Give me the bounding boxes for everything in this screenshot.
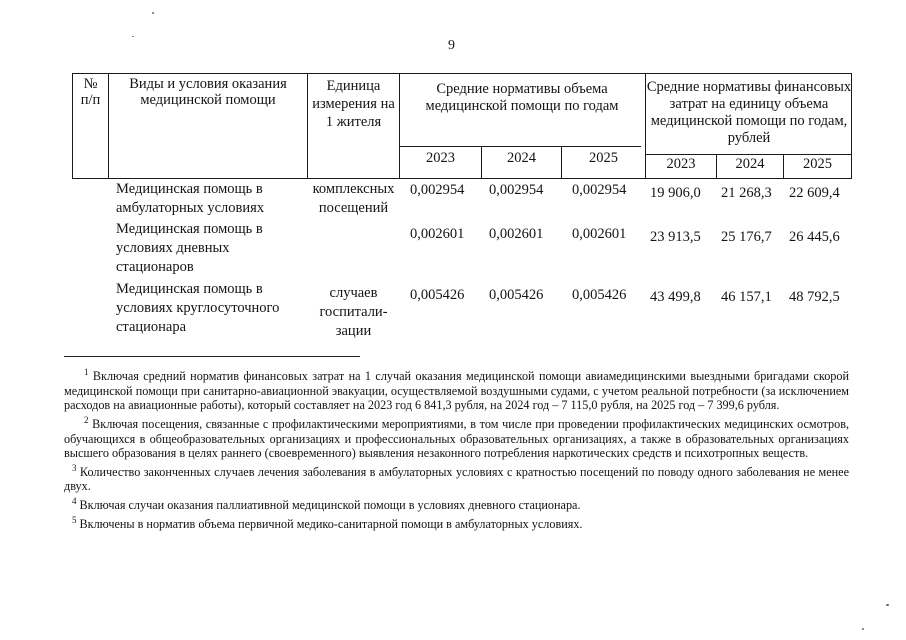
col-divider-1 — [108, 73, 109, 179]
row-3-cost-2025: 48 792,5 — [789, 289, 840, 305]
row-3-type: Медицинская помощь в условиях круглосуточного стационара — [116, 281, 280, 335]
footnote-4-text: Включая случаи оказания паллиативной медицинской помощи в условиях дневного стационара. — [79, 498, 581, 512]
table-border-top — [72, 73, 852, 74]
row-1-cost-2025: 22 609,4 — [789, 185, 840, 201]
footnote-rule — [64, 356, 360, 357]
row-1-cost-2023: 19 906,0 — [650, 185, 701, 201]
row-2-cost-2023: 23 913,5 — [650, 229, 701, 245]
footnote-4-mark: 4 — [72, 495, 77, 506]
row-1-volume-2025: 0,002954 — [572, 182, 627, 198]
header-year-finance-2023: 2023 — [666, 156, 696, 172]
row-3-cost-2024: 46 157,1 — [721, 289, 772, 305]
header-year-volume-2024: 2024 — [507, 150, 536, 166]
footnote-5-text: Включены в норматив объема первичной медико-санитарной помощи в амбулаторных условиях. — [79, 516, 583, 531]
row-2-type: Медицинская помощь в условиях дневных стационаров — [116, 221, 263, 275]
footnote-1-mark: 1 — [84, 367, 89, 377]
header-year-volume-2025: 2025 — [589, 150, 618, 166]
scan-speck — [886, 604, 889, 606]
header-volume: Средние нормативы объема медицинской помощи по годам — [425, 81, 619, 114]
scan-speck — [152, 12, 154, 14]
header-year-finance-2024: 2024 — [735, 156, 765, 172]
scan-speck — [862, 628, 864, 630]
header-unit: Единица измерения на 1 жителя — [312, 78, 395, 130]
footnotes — [64, 365, 849, 531]
row-2-cost-2025: 26 445,6 — [789, 229, 840, 245]
footnote-1 — [64, 365, 849, 413]
row-3-unit: случаев госпитали- зации — [319, 285, 388, 339]
row-2-volume-2024: 0,002601 — [489, 226, 544, 242]
row-2-cost-2024: 25 176,7 — [721, 229, 772, 245]
table-header-bottom — [72, 178, 852, 179]
years-row-top-volume — [399, 146, 641, 147]
row-1-volume-2023: 0,002954 — [410, 182, 465, 198]
footnote-2-mark: 2 — [84, 414, 89, 425]
row-2-volume-2025: 0,002601 — [572, 226, 627, 242]
footnote-2 — [64, 413, 849, 461]
row-1-unit: комплексных посещений — [312, 181, 395, 216]
footnote-2-text: Включая посещения, связанные с профилактическими мероприятиями, в том числе при проведении профилактических медицинских осмотров, обучающихся в общеобразовательных организациях и профессиональных образовательных организациях, а также в образовательных организациях высшего образования в целях раннего (своевременного) выявления незаконного потребления наркотических средств и психотропных веществ. — [64, 416, 850, 461]
footnote-5 — [64, 513, 849, 532]
header-year-finance-2025: 2025 — [803, 156, 832, 172]
row-1-volume-2024: 0,002954 — [489, 182, 544, 198]
page-number: 9 — [448, 38, 455, 53]
footnote-3 — [64, 461, 849, 494]
header-finance: Средние нормативы финансовых затрат на единицу объема медицинской помощи по годам, рублей — [646, 79, 852, 146]
footnote-3-text: Количество законченных случаев лечения заболевания в амбулаторных условиях с кратностью посещений по поводу одного заболевания не менее двух. — [64, 464, 849, 494]
footnote-1-text: Включая средний норматив финансовых затрат на 1 случай оказания медицинской помощи авиамедицинскими выездными бригадами скорой медицинской помощи при санитарно-авиационной эвакуации, осуществляемой воздушными судами, с учетом реальной потребности (за исключением расходов на авиационные работы), который составляет на 2023 год 6 841,3 рубля, на 2024 год – 7 115,0 рубля, на 2025 год – 7 399,6 рубля. — [64, 369, 849, 413]
row-3-volume-2025: 0,005426 — [572, 287, 627, 303]
years-row-top-finance — [646, 154, 852, 155]
footnote-3-mark: 3 — [72, 462, 77, 473]
footnote-4 — [64, 494, 849, 513]
row-3-volume-2024: 0,005426 — [489, 287, 544, 303]
footnote-5-mark: 5 — [72, 514, 77, 525]
row-1-cost-2024: 21 268,3 — [721, 185, 772, 201]
header-year-volume-2023: 2023 — [426, 150, 455, 166]
header-num: № п/п — [80, 76, 101, 108]
row-3-volume-2023: 0,005426 — [410, 287, 465, 303]
row-3-cost-2023: 43 499,8 — [650, 289, 701, 305]
row-1-type: Медицинская помощь в амбулаторных условиях — [116, 181, 265, 216]
row-2-volume-2023: 0,002601 — [410, 226, 465, 242]
header-type: Виды и условия оказания медицинской помощи — [129, 76, 287, 108]
scan-speck — [132, 36, 134, 37]
